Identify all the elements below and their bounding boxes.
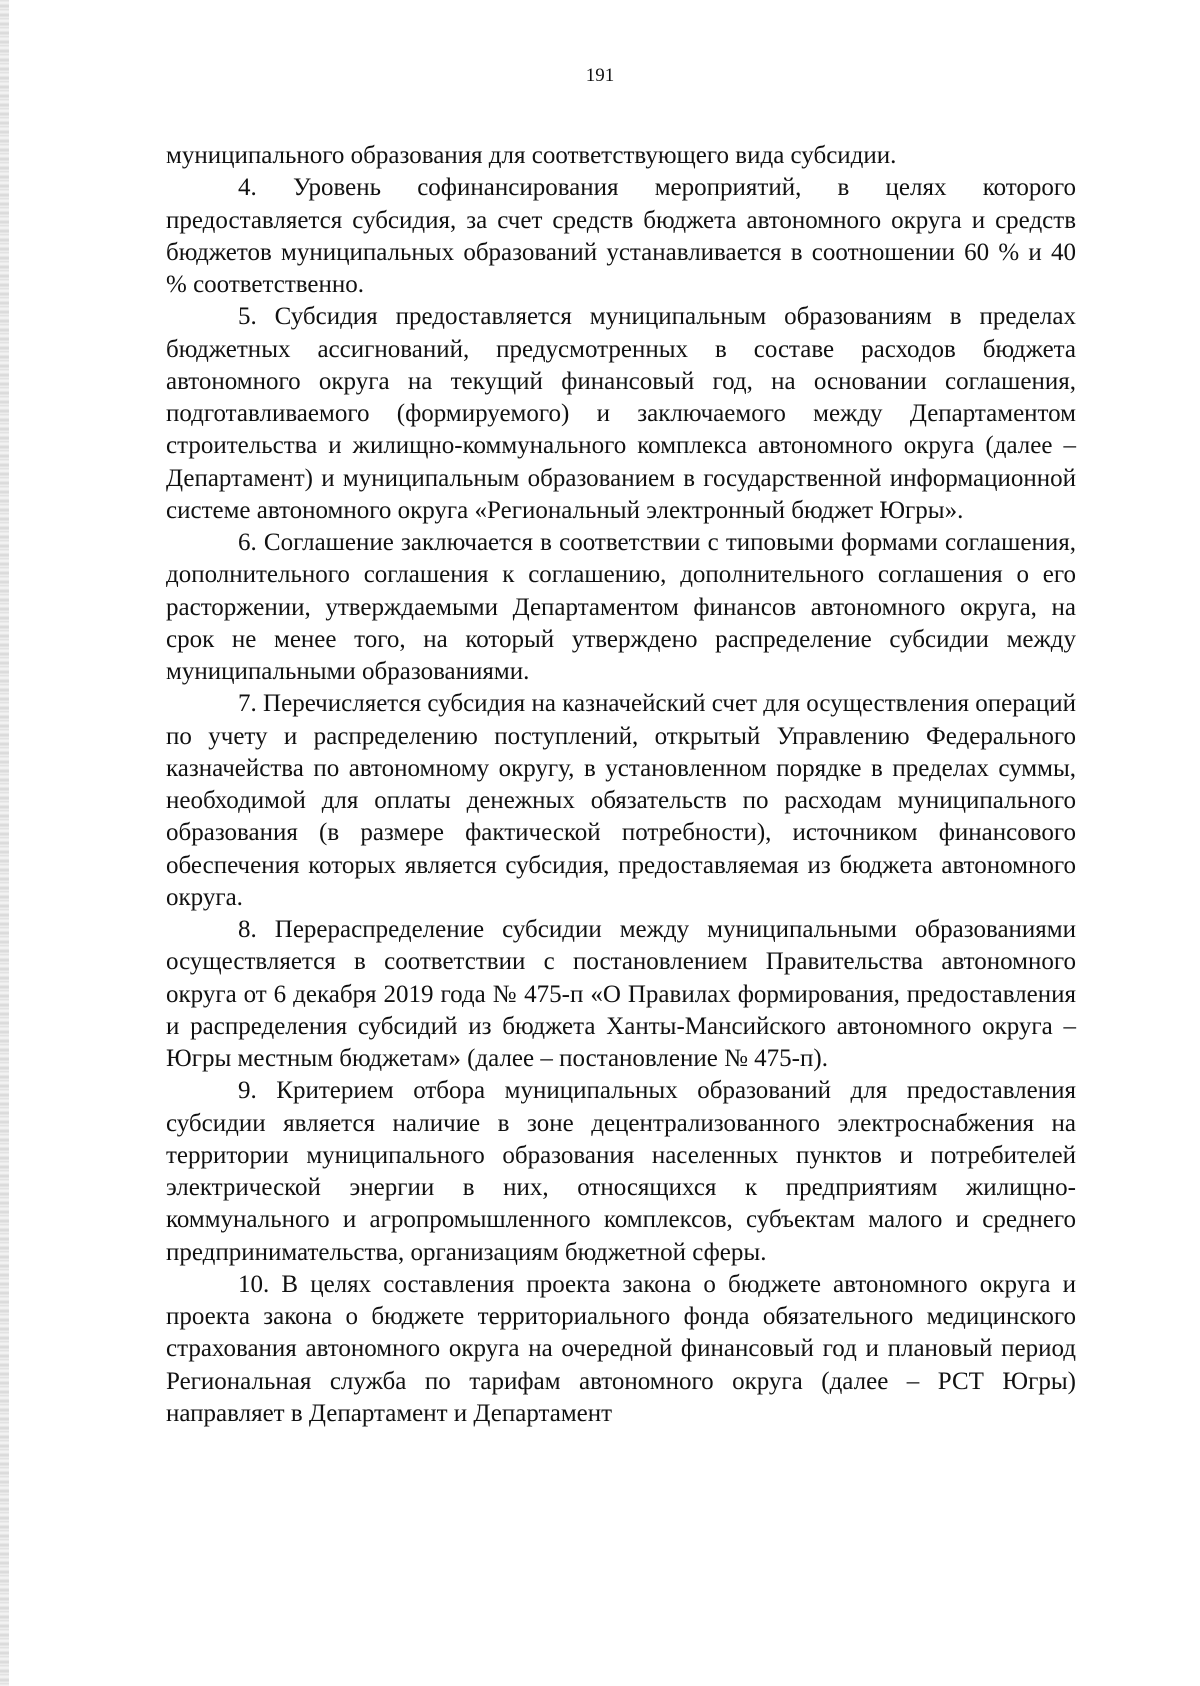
page-number: 191 [585, 65, 615, 86]
paragraph-continuation: муниципального образования для соответствующего вида субсидии. [166, 142, 897, 169]
paragraph-item-7: 7. Перечисляется субсидия на казначейский счет для осуществления операций по учету и распределению поступлений, открытый Управлению Федерального казначейства по автономному округу, в установленном порядке в пределах суммы, необходимой для оплаты денежных обязательств по расходам муниципального образования (в размере фактической потребности), источником финансового обеспечения которых является субсидия, предоставляемая из бюджета автономного округа. [166, 690, 1076, 911]
scan-edge-artifact [0, 0, 9, 1686]
paragraph-item-5: 5. Субсидия предоставляется муниципальным образованиям в пределах бюджетных ассигнований, предусмотренных в составе расходов бюджета автономного округа на текущий финансовый год, на основании соглашения, подготавливаемого (формируемого) и заключаемого между Департаментом строительства и жилищно-коммунального комплекса автономного округа (далее – Департамент) и муниципальным образованием в государственной информационной системе автономного округа «Региональный электронный бюджет Югры». [166, 303, 1076, 524]
paragraph-item-8: 8. Перераспределение субсидии между муниципальными образованиями осуществляется в соответствии с постановлением Правительства автономного округа от 6 декабря 2019 года № 475-п «О Правилах формирования, предоставления и распределения субсидий из бюджета Ханты-Мансийского автономного округа – Югры местным бюджетам» (далее – постановление № 475-п). [166, 916, 1076, 1072]
document-body [166, 140, 1076, 1430]
paragraph-item-6: 6. Соглашение заключается в соответствии с типовыми формами соглашения, дополнительного соглашения к соглашению, дополнительного соглашения о его расторжении, утверждаемыми Департаментом финансов автономного округа, на срок не менее того, на который утверждено распределение субсидии между муниципальными образованиями. [166, 529, 1076, 685]
paragraph-item-10: 10. В целях составления проекта закона о бюджете автономного округа и проекта закона о бюджете территориального фонда обязательного медицинского страхования автономного округа на очередной финансовый год и плановый период Региональная служба по тарифам автономного округа (далее – РСТ Югры) направляет в Департамент и Департамент [166, 1270, 1076, 1427]
paragraph-item-9: 9. Критерием отбора муниципальных образований для предоставления субсидии является наличие в зоне децентрализованного электроснабжения на территории муниципального образования населенных пунктов и потребителей электрической энергии в них, относящихся к предприятиям жилищно-коммунального и агропромышленного комплексов, субъектам малого и среднего предпринимательства, организациям бюджетной сферы. [166, 1077, 1076, 1266]
paragraph-item-4: 4. Уровень софинансирования мероприятий, в целях которого предоставляется субсидия, за счет средств бюджета автономного округа и средств бюджетов муниципальных образований устанавливается в соотношении 60 % и 40 % соответственно. [166, 174, 1076, 298]
